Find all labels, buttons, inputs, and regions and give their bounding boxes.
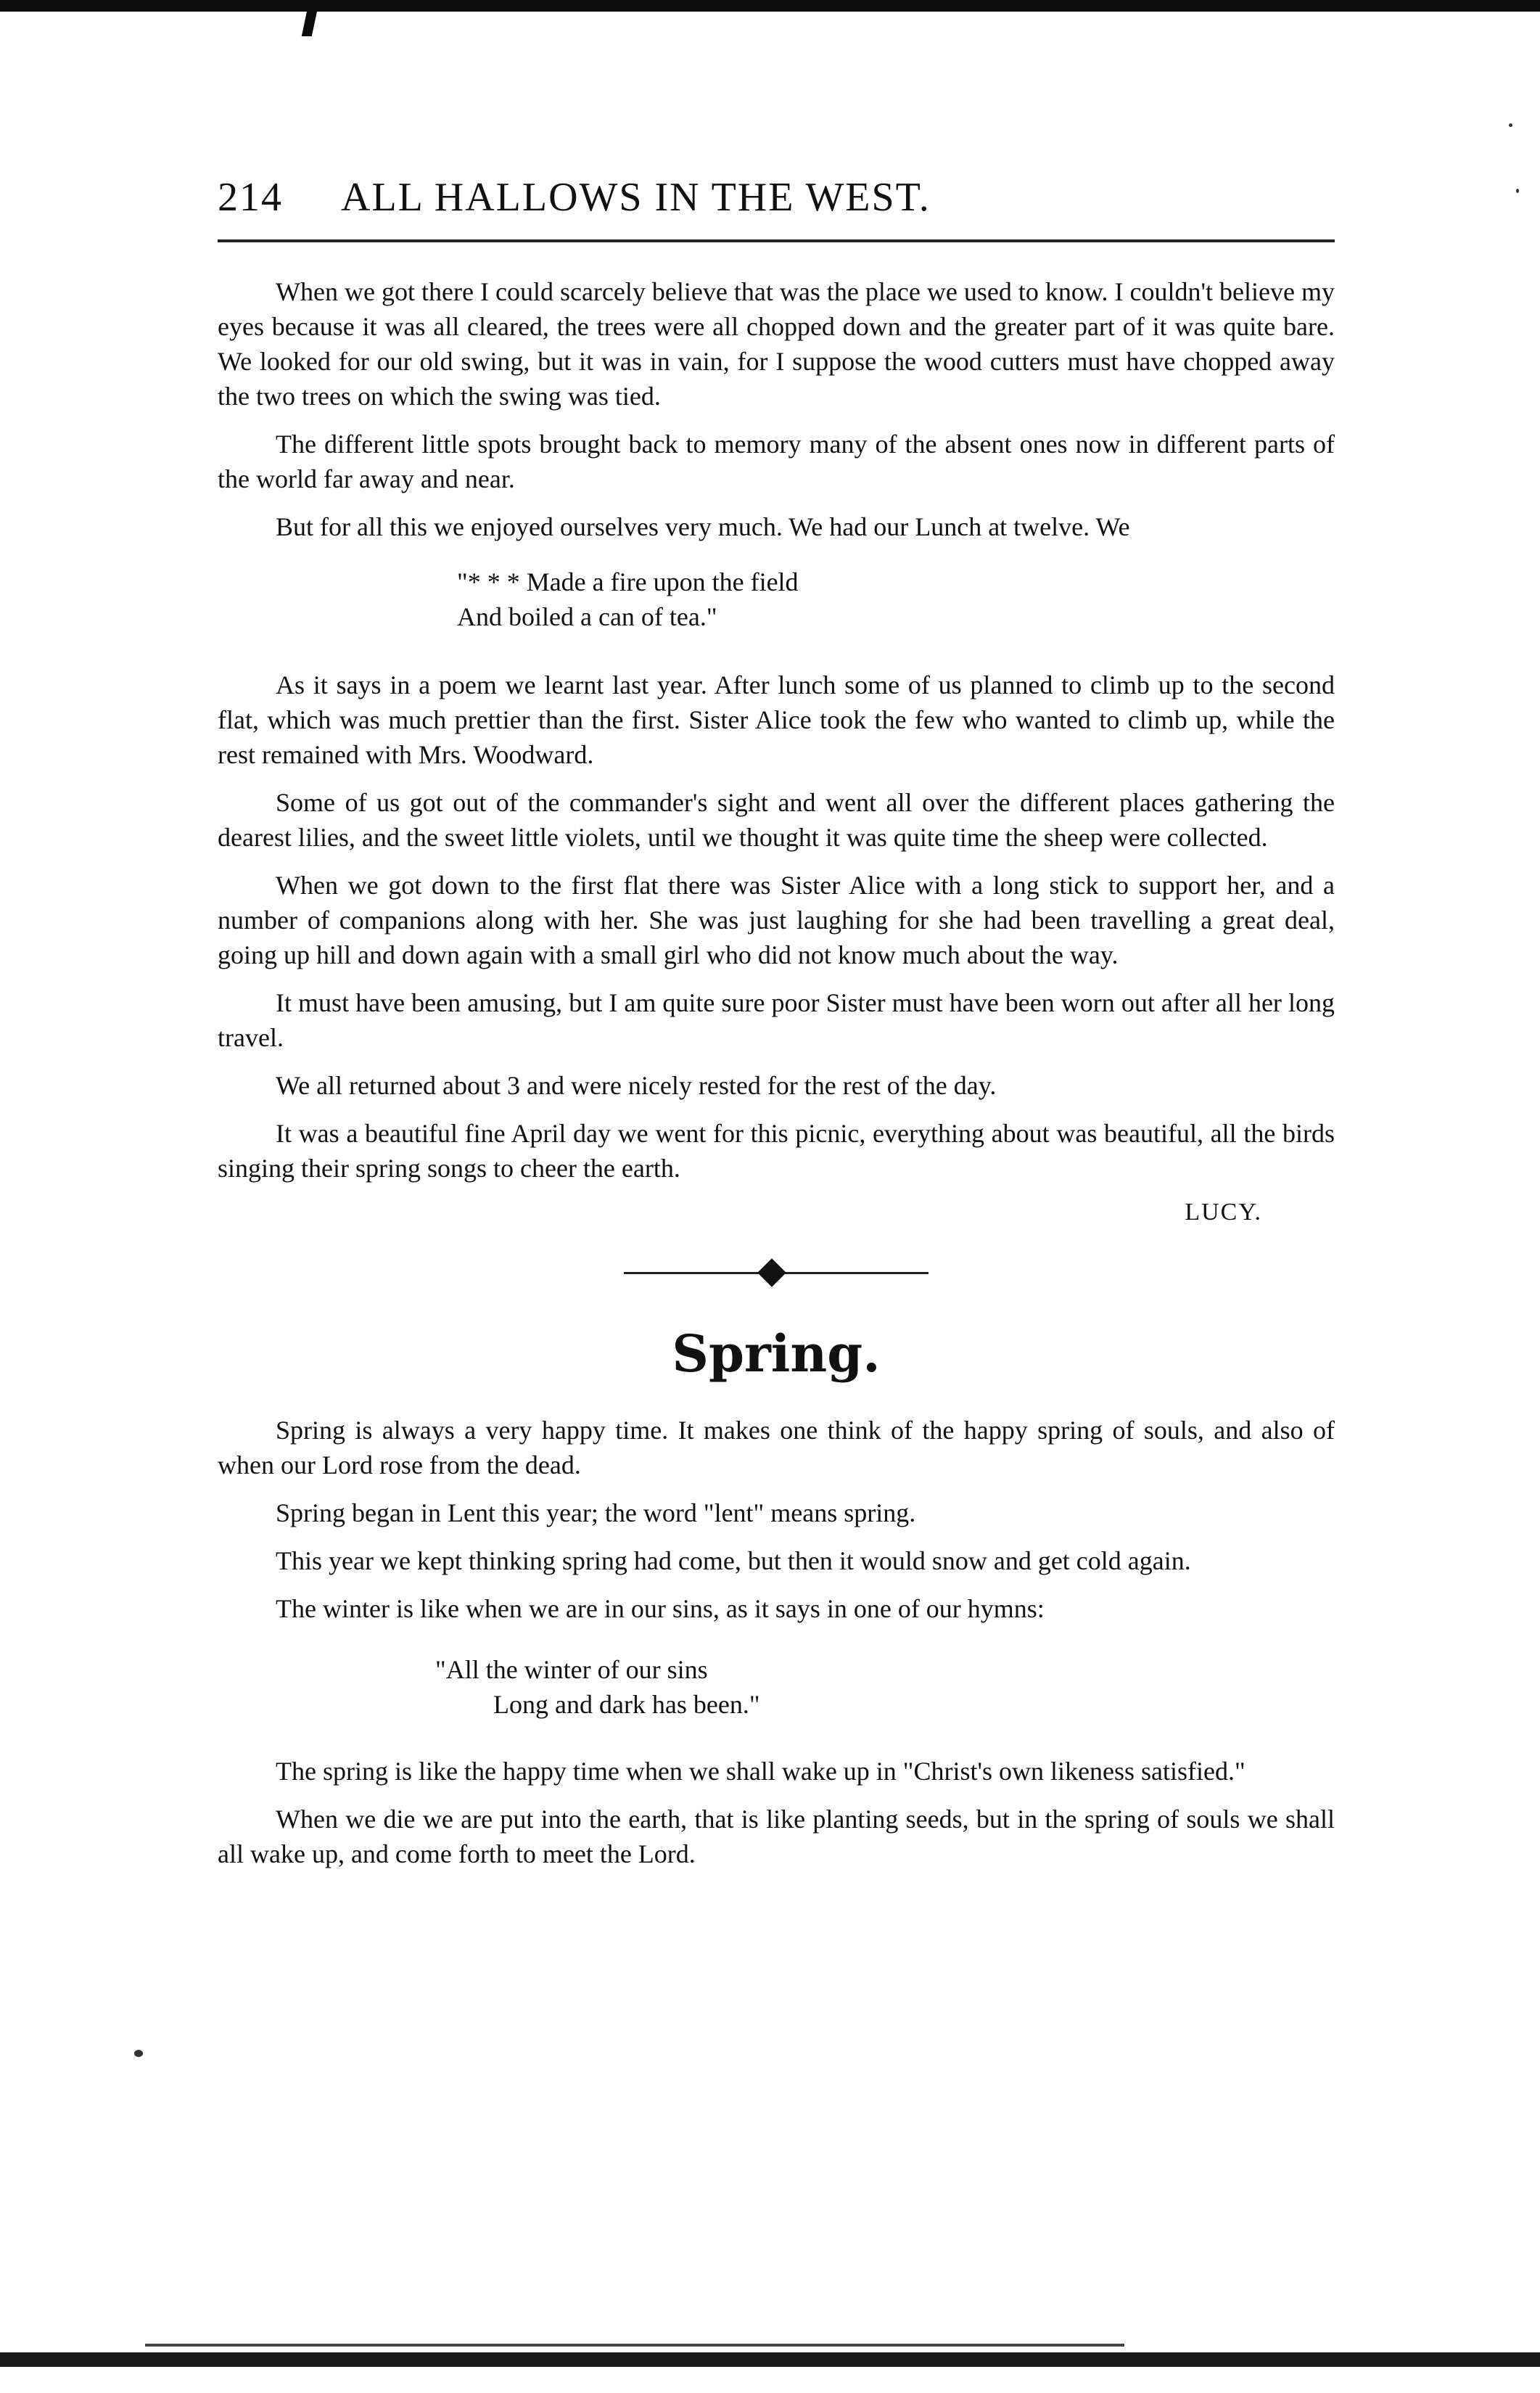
paragraph: Some of us got out of the commander's sight and went all over the different places gathering the dearest lilies, and the sweet little violets, until we thought it was quite time the sheep were collected. (218, 788, 1335, 852)
scan-speck (134, 2050, 143, 2057)
paragraph: But for all this we enjoyed ourselves very much. We had our Lunch at twelve. We (276, 512, 1130, 541)
paragraph: The winter is like when we are in our sins, as it says in one of our hymns: (276, 1594, 1045, 1623)
page-number: 214 (218, 175, 283, 220)
quoted-verse (457, 565, 1335, 634)
top-border-mark (302, 7, 318, 36)
paragraph: It was a beautiful fine April day we went for this picnic, everything about was beautiful, all the birds singing their spring songs to cheer the earth. (218, 1119, 1335, 1183)
article-picnic (218, 274, 1335, 1226)
section-divider-ornament (624, 1258, 928, 1287)
verse-line: Long and dark has been." (493, 1690, 760, 1719)
paragraph: When we got there I could scarcely believe that was the place we used to know. I couldn't believe my eyes because it was all cleared, the trees were all chopped down and the greater part of it was quite bare. We looked for our old swing, but it was in vain, for I suppose the wood cutters must have chopped away the two trees on which the swing was tied. (218, 277, 1335, 411)
running-title: ALL HALLOWS IN THE WEST. (341, 175, 931, 220)
paragraph: The different little spots brought back to memory many of the absent ones now in different parts of the world far away and near. (218, 430, 1335, 493)
paragraph: It must have been amusing, but I am quite sure poor Sister must have been worn out after all her long travel. (218, 988, 1335, 1052)
verse-line: "All the winter of our sins (435, 1655, 708, 1684)
diamond-icon (757, 1258, 786, 1287)
paragraph: We all returned about 3 and were nicely rested for the rest of the day. (276, 1071, 997, 1100)
paragraph: Spring is always a very happy time. It makes one think of the happy spring of souls, and also of when our Lord rose from the dead. (218, 1416, 1335, 1479)
top-border-rule (0, 0, 1540, 12)
running-header (218, 174, 1335, 242)
paragraph: The spring is like the happy time when we shall wake up in "Christ's own likeness satisfied." (276, 1757, 1245, 1786)
page-content (218, 174, 1335, 1884)
article-spring (218, 1323, 1335, 1871)
paragraph: When we die we are put into the earth, that is like planting seeds, but in the spring of souls we shall all wake up, and come forth to meet the Lord. (218, 1805, 1335, 1868)
verse-line: And boiled a can of tea." (457, 602, 717, 631)
paragraph: When we got down to the first flat there was Sister Alice with a long stick to support her, and a number of companions along with her. She was just laughing for she had been travelling a great deal, going up hill and down again with a small girl who did not know much about the way. (218, 871, 1335, 969)
bottom-border-rule (0, 2352, 1540, 2367)
hymn-quote (435, 1652, 1335, 1722)
paragraph: This year we kept thinking spring had come, but then it would snow and get cold again. (276, 1546, 1191, 1575)
paragraph: Spring began in Lent this year; the word "lent" means spring. (276, 1498, 916, 1527)
scan-speck (1516, 189, 1519, 193)
paragraph: As it says in a poem we learnt last year. After lunch some of us planned to climb up to the second flat, which was much prettier than the first. Sister Alice took the few who wanted to climb up, while the rest remained with Mrs. Woodward. (218, 670, 1335, 769)
bottom-border-thin-rule (145, 2344, 1124, 2347)
article-title: Spring. (672, 1323, 881, 1384)
verse-line: "* * * Made a fire upon the field (457, 567, 799, 596)
scan-speck (1509, 123, 1512, 127)
author-signature: LUCY. (1185, 1199, 1262, 1226)
